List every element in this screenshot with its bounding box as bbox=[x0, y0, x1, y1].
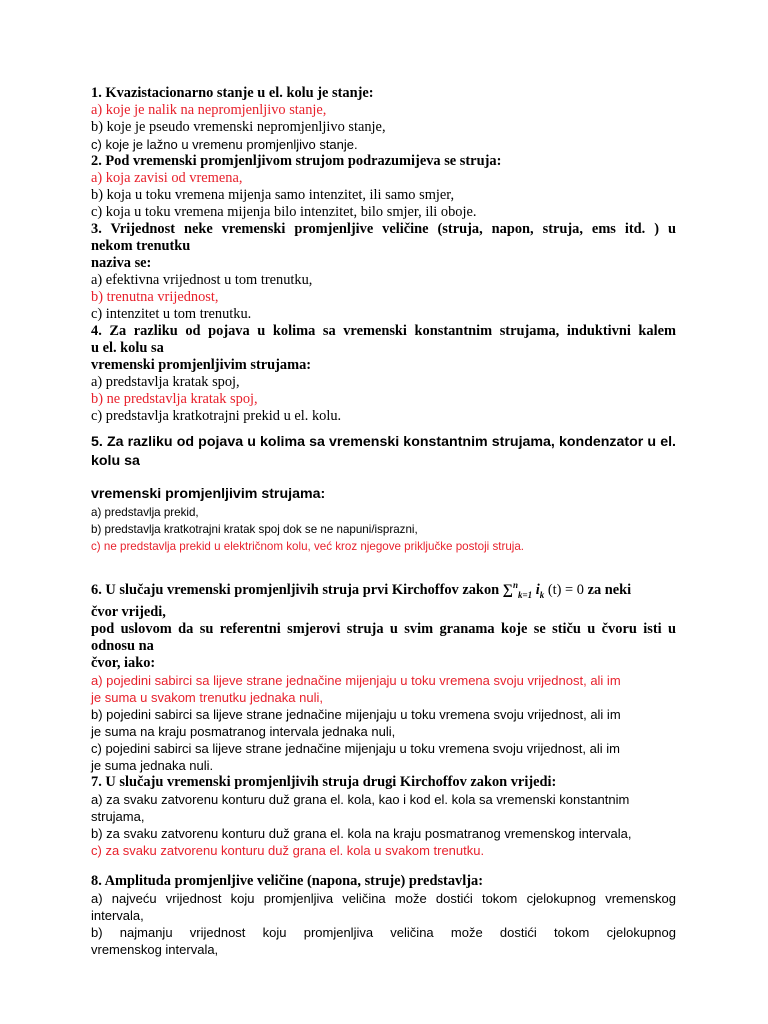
question-8-title: 8. Amplituda promjenljive veličine (napona, struje) predstavlja: bbox=[91, 872, 484, 889]
summation-sign: ∑ bbox=[502, 581, 514, 598]
question-3-answer-c: c) intenzitet u tom trenutku. bbox=[91, 306, 252, 322]
question-4-answer-c: c) predstavlja kratkotrajni prekid u el. kolu. bbox=[91, 408, 342, 424]
question-5-answer-c: c) ne predstavlja prekid u električnom kolu, već kroz njegove priključke postoji struja. bbox=[91, 540, 525, 553]
question-1-answer-a: a) koje je nalik na nepromjenljivo stanje, bbox=[91, 102, 327, 118]
question-7-title: 7. U slučaju vremenski promjenljivih struja drugi Kirchoffov zakon vrijedi: bbox=[91, 773, 557, 790]
question-8-answer-a-line-1: a) najveću vrijednost koju promjenljiva veličina može dostići tokom cjelokupnog vremenskog bbox=[91, 890, 676, 906]
question-3-answer-a: a) efektivna vrijednost u tom trenutku, bbox=[91, 272, 313, 288]
question-5-title-line-3: vremenski promjenljivim strujama: bbox=[91, 486, 326, 502]
question-4-title-line-1: 4. Za razliku od pojava u kolima sa vremenski konstantnim strujama, induktivni kalem bbox=[91, 323, 676, 339]
question-3-title-line-2: nekom trenutku bbox=[91, 238, 191, 254]
question-3-title-line-3: naziva se: bbox=[91, 255, 152, 271]
question-5-answer-a: a) predstavlja prekid, bbox=[91, 506, 199, 519]
question-6-title-line-2: čvor vrijedi, bbox=[91, 603, 166, 620]
question-4-answer-b: b) ne predstavlja kratak spoj, bbox=[91, 391, 258, 407]
question-6-title-line-4: odnosu na bbox=[91, 637, 154, 654]
question-7-answer-a-line-2: strujama, bbox=[91, 808, 145, 824]
question-6-answer-a-line-2: je suma u svakom trenutku jednaka nuli, bbox=[91, 689, 323, 705]
question-2-answer-a: a) koja zavisi od vremena, bbox=[91, 170, 243, 186]
question-3-title-line-1: 3. Vrijednost neke vremenski promjenljive veličine (struja, napon, struja, ems itd. ) u bbox=[91, 221, 676, 237]
question-8-answer-b-line-2: vremenskog intervala, bbox=[91, 941, 219, 957]
question-5-answer-b: b) predstavlja kratkotrajni kratak spoj dok se ne napuni/isprazni, bbox=[91, 523, 418, 536]
spacer bbox=[91, 425, 676, 433]
summation-formula bbox=[503, 582, 545, 598]
spacer bbox=[91, 555, 676, 577]
question-6-title-line-3: pod uslovom da su referentni smjerovi struja u svim granama koje se stiču u čvoru isti u bbox=[91, 620, 676, 637]
summation-upper-limit: n bbox=[513, 580, 519, 590]
question-6-title-equation: (t) = 0 bbox=[544, 581, 584, 598]
question-6-answer-c-line-1: c) pojedini sabirci sa lijeve strane jednačine mijenjaju u toku vremena svoju vrijednost, ali im bbox=[91, 740, 620, 756]
question-6-answer-c-line-2: je suma jednaka nuli. bbox=[91, 757, 214, 773]
summation-variable: i bbox=[535, 581, 540, 598]
question-6-title-prefix: 6. U slučaju vremenski promjenljivih struja prvi Kirchoffov zakon bbox=[91, 581, 503, 598]
question-3-answer-b: b) trenutna vrijednost, bbox=[91, 289, 219, 305]
question-4-answer-a: a) predstavlja kratak spoj, bbox=[91, 374, 240, 390]
question-6-title-line-5: čvor, iako: bbox=[91, 654, 156, 671]
question-6-answer-b-line-2: je suma na kraju posmatranog intervala jednaka nuli, bbox=[91, 723, 396, 739]
question-8-answer-b-line-1: b) najmanju vrijednost koju promjenljiva veličina može dostići tokom cjelokupnog bbox=[91, 924, 676, 940]
question-6-title-line-1 bbox=[91, 577, 676, 604]
question-1-title: 1. Kvazistacionarno stanje u el. kolu je stanje: bbox=[91, 85, 374, 101]
question-list bbox=[91, 85, 676, 958]
question-1-answer-c: c) koje je lažno u vremenu promjenljivo stanje. bbox=[91, 137, 358, 152]
question-5-title-line-2: kolu sa bbox=[91, 453, 140, 469]
question-1-answer-b: b) koje je pseudo vremenski nepromjenljivo stanje, bbox=[91, 119, 386, 135]
question-2-answer-c: c) koja u toku vremena mijenja bilo intenzitet, bilo smjer, ili oboje. bbox=[91, 204, 477, 220]
question-5-title-line-1: 5. Za razliku od pojava u kolima sa vremenski konstantnim strujama, kondenzator u el. bbox=[91, 434, 676, 450]
question-7-answer-b: b) za svaku zatvorenu konturu duž grana el. kola na kraju posmatranog vremenskog intervala, bbox=[91, 825, 632, 841]
question-7-answer-c: c) za svaku zatvorenu konturu duž grana el. kola u svakom trenutku. bbox=[91, 842, 485, 858]
question-7-answer-a-line-1: a) za svaku zatvorenu konturu duž grana el. kola, kao i kod el. kola sa vremenski konstantnim bbox=[91, 791, 630, 807]
question-2-title: 2. Pod vremenski promjenljivom strujom podrazumijeva se struja: bbox=[91, 153, 502, 169]
question-6-answer-b-line-1: b) pojedini sabirci sa lijeve strane jednačine mijenjaju u toku vremena svoju vrijednost, ali im bbox=[91, 706, 621, 722]
summation-lower-limit: k=1 bbox=[518, 589, 533, 600]
spacer bbox=[91, 471, 676, 485]
spacer bbox=[91, 859, 676, 873]
question-8-answer-a-line-2: intervala, bbox=[91, 907, 144, 923]
question-6-answer-a-line-1: a) pojedini sabirci sa lijeve strane jednačine mijenjaju u toku vremena svoju vrijednost, ali im bbox=[91, 672, 621, 688]
question-4-title-line-2: u el. kolu sa bbox=[91, 340, 164, 356]
question-2-answer-b: b) koja u toku vremena mijenja samo intenzitet, ili samo smjer, bbox=[91, 187, 455, 203]
summation-variable-index: k bbox=[539, 589, 545, 600]
question-4-title-line-3: vremenski promjenljivim strujama: bbox=[91, 357, 312, 373]
question-6-title-suffix: za neki bbox=[583, 581, 632, 598]
